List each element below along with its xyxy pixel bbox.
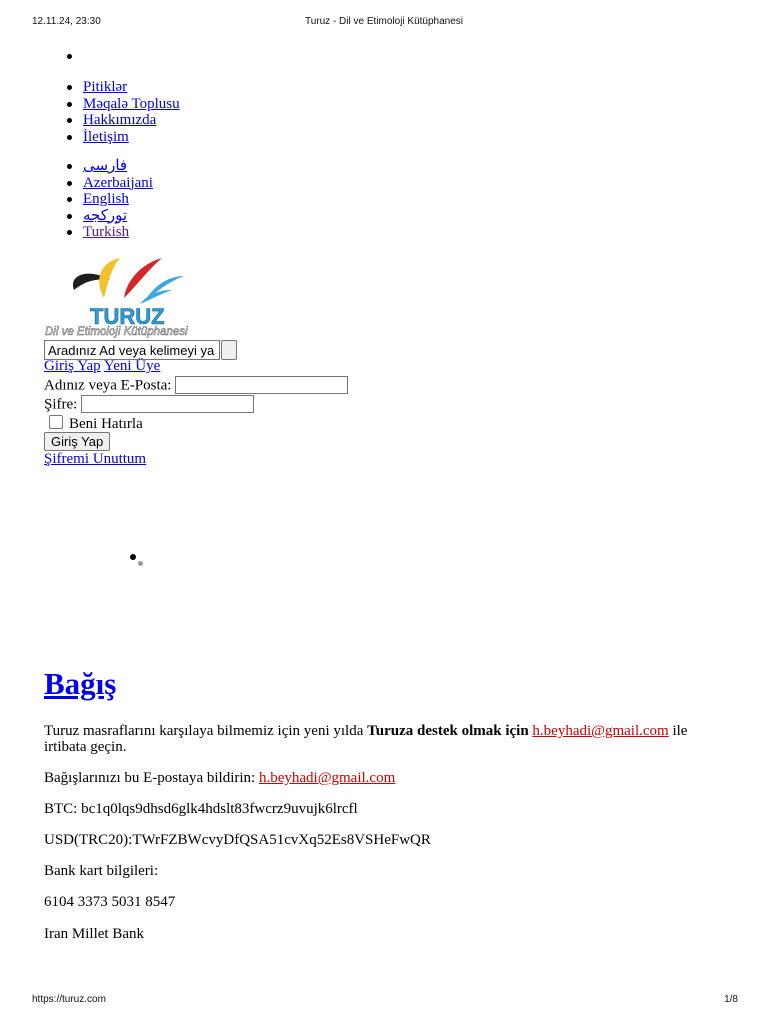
logo-brand: TURUZ (90, 304, 165, 329)
nav-item-makale (65, 96, 180, 113)
lang-link-farsi[interactable]: فارسی (83, 158, 128, 174)
signup-link[interactable]: Yeni Üye (103, 358, 161, 374)
lang-link-turkce[interactable]: تورکجه (83, 207, 128, 224)
print-url: https://turuz.com (32, 994, 106, 1005)
username-label: Adınız veya E-Posta: (44, 377, 172, 394)
auth-links (44, 358, 160, 375)
menu-toggle-list (65, 48, 87, 65)
carousel-dot-active[interactable] (130, 554, 136, 560)
donation-notify-prefix: Bağışlarınızı bu E-postaya bildirin: (44, 770, 259, 786)
donation-notify-email-link[interactable]: h.beyhadi@gmail.com (258, 770, 396, 786)
print-datetime: 12.11.24, 23:30 (32, 16, 101, 27)
nav-item-pitikler (65, 79, 180, 96)
main-nav (65, 79, 180, 145)
site-logo[interactable] (44, 254, 219, 338)
search-form (44, 340, 220, 360)
nav-link-hakkimizda[interactable]: Hakkımızda (83, 112, 157, 128)
lang-item-azerbaijani (65, 175, 153, 192)
password-row (44, 395, 254, 414)
login-submit-button[interactable]: Giriş Yap (44, 432, 110, 451)
donation-card-number: 6104 3373 5031 8547 (44, 894, 176, 910)
search-input[interactable] (44, 340, 220, 360)
remember-label: Beni Hatırla (69, 416, 143, 432)
print-page-number: 1/8 (724, 994, 738, 1005)
remember-checkbox[interactable] (49, 415, 63, 429)
forgot-row (44, 451, 146, 468)
logo-tagline: Dil ve Etimoloji Kütüphanesi (45, 326, 188, 338)
nav-item-iletisim (65, 129, 180, 146)
donation-intro-suffix-2: irtibata geçin. (44, 739, 127, 755)
donation-notify (44, 770, 734, 786)
nav-link-iletisim[interactable]: İletişim (83, 128, 129, 145)
password-label: Şifre: (44, 396, 78, 413)
login-link[interactable]: Giriş Yap (44, 358, 101, 374)
lang-item-turkce (65, 208, 153, 225)
lang-item-turkish (65, 224, 153, 241)
logo-graphic (44, 254, 219, 338)
donation-bank-name: Iran Millet Bank (44, 926, 144, 942)
print-page-title: Turuz - Dil ve Etimoloji Kütüphanesi (304, 16, 464, 27)
nav-item-hakkimizda (65, 112, 180, 129)
forgot-password-link[interactable]: Şifremi Unuttum (44, 451, 147, 467)
remember-row (44, 415, 143, 433)
language-list (65, 158, 153, 241)
donation-bank-label: Bank kart bilgileri: (44, 863, 159, 879)
donation-email-link[interactable]: h.beyhadi@gmail.com (532, 723, 669, 739)
donation-heading-link[interactable]: Bağış (44, 666, 117, 701)
donation-heading (44, 664, 116, 704)
lang-item-farsi (65, 158, 153, 175)
lang-link-english[interactable]: English (83, 191, 129, 207)
lang-link-azerbaijani[interactable]: Azerbaijani (83, 174, 153, 191)
donation-intro-prefix: Turuz masraflarını karşılaya bilmemiz için yeni yılda (44, 723, 368, 739)
donation-intro-suffix: ile (668, 723, 688, 739)
donation-btc: BTC: bc1q0lqs9dhsd6glk4hdslt83fwcrz9uvujk6lrcfl (44, 801, 358, 817)
lang-item-english (65, 191, 153, 208)
search-button[interactable] (221, 340, 237, 360)
menu-toggle-item[interactable] (65, 48, 87, 65)
username-field[interactable] (175, 376, 348, 394)
password-field[interactable] (81, 395, 254, 413)
nav-link-makale[interactable]: Məqalə Toplusu (83, 95, 180, 112)
donation-usd: USD(TRC20):TWrFZBWcvyDfQSA51cvXq52Es8VSHeFwQR (44, 832, 431, 848)
lang-link-turkish[interactable]: Turkish (83, 224, 130, 240)
donation-intro-bold: Turuza destek olmak için (367, 723, 529, 739)
nav-link-pitikler[interactable]: Pitiklər (83, 79, 128, 95)
donation-intro (44, 723, 734, 755)
carousel-dot[interactable] (138, 561, 143, 566)
username-row (44, 376, 348, 395)
